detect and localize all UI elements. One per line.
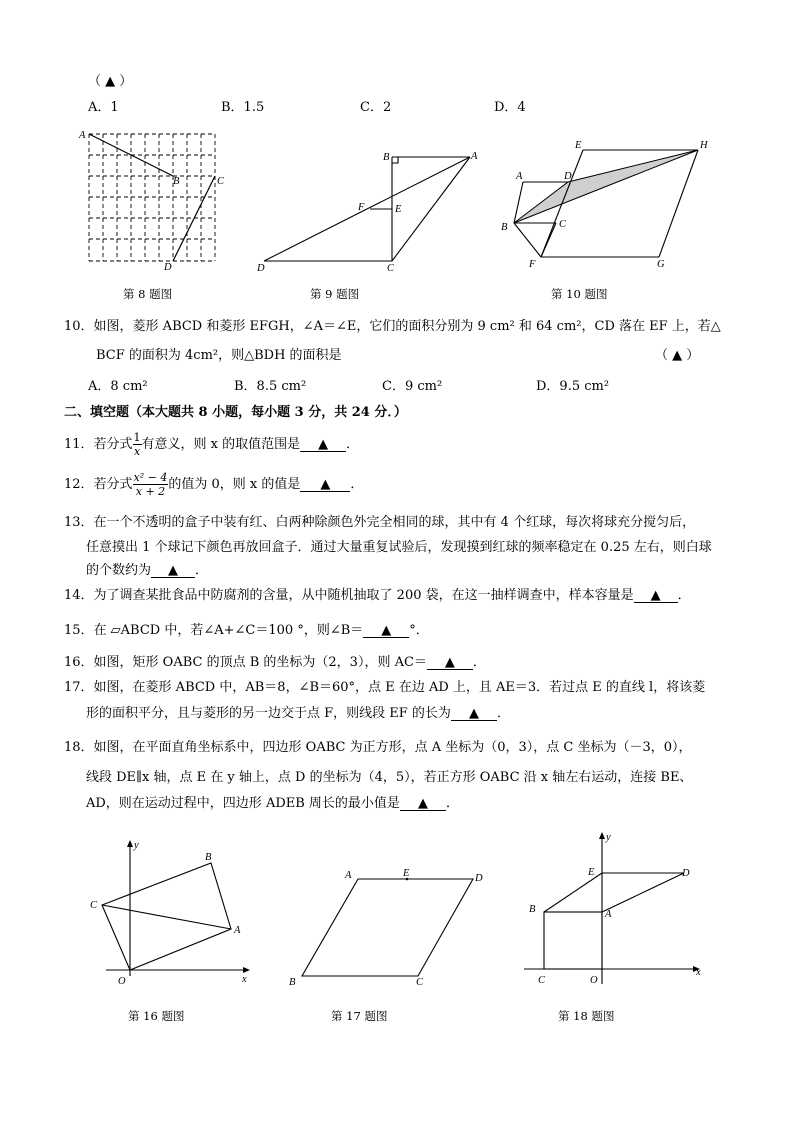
q12-blank: ▲ — [300, 478, 350, 492]
fig8-caption: 第 8 题图 — [123, 287, 173, 301]
figure-8 — [76, 126, 226, 274]
label-d: D — [475, 873, 483, 884]
label-y: y — [134, 840, 139, 851]
q10-option-b: B．8.5 cm² — [234, 379, 307, 394]
q12: 12．若分式 $\frac{\text{x² − 4}}{x + 2}$ 的值为 0，则 x 的值是 ▲ ． — [64, 471, 364, 498]
fig16-caption: 第 16 题图 — [128, 1009, 185, 1023]
figure-10 — [496, 135, 716, 275]
q18-line2: 线段 DE∥x 轴，点 E 在 y 轴上，点 D 的坐标为（4，5），若正方形 OABC 沿 x 轴左右运动，连接 BE、 — [86, 770, 693, 785]
label-c: C — [217, 176, 225, 187]
fig17-caption: 第 17 题图 — [331, 1009, 388, 1023]
q18-line1: 18．如图，在平面直角坐标系中，四边形 OABC 为正方形，点 A 坐标为（0，3），点 C 坐标为（－3，0）， — [64, 740, 692, 755]
label-x: x — [242, 974, 247, 985]
label-y: y — [606, 832, 611, 843]
label-d: D — [164, 262, 172, 273]
label-a: A — [79, 130, 86, 141]
q9-option-c: C．2 — [360, 100, 392, 115]
q10-option-a: A．8 cm² — [88, 379, 148, 394]
label-c: C — [90, 900, 98, 911]
q15-blank: ▲ — [363, 624, 409, 638]
q13-line2: 任意摸出 1 个球记下颜色再放回盒子．通过大量重复试验后，发现摸到红球的频率稳定在 0.25 左右，则白球 — [86, 540, 712, 555]
q10-option-d: D．9.5 cm² — [536, 379, 610, 394]
label-h: H — [700, 140, 708, 151]
q9-answer-paren: （ ▲ ） — [88, 74, 133, 89]
q10-line1: 10．如图，菱形 ABCD 和菱形 EFGH，∠A＝∠E，它们的面积分别为 9 cm² 和 64 cm²，CD 落在 EF 上，若△ — [64, 319, 721, 334]
q17-blank: ▲ — [451, 707, 497, 721]
q17-line1: 17．如图，在菱形 ABCD 中，AB＝8，∠B＝60°，点 E 在边 AD 上，且 AE＝3．若过点 E 的直线 l，将该菱 — [64, 680, 706, 695]
q13-blank: ▲ — [151, 564, 195, 578]
q10-answer-paren: （ ▲ ） — [655, 348, 700, 363]
label-e: E — [588, 867, 595, 878]
q10-option-c: C．9 cm² — [382, 379, 443, 394]
q11-fraction: $\frac{1}{x}$ — [133, 431, 141, 458]
label-c: C — [538, 975, 546, 986]
label-a: A — [516, 171, 523, 182]
figure-18 — [518, 828, 718, 996]
q17-line2: 形的面积平分，且与菱形的另一边交于点 F，则线段 EF 的长为 ▲ ． — [86, 706, 510, 721]
label-b: B — [289, 977, 296, 988]
label-c: C — [416, 977, 424, 988]
q16-blank: ▲ — [427, 656, 473, 670]
label-e: E — [395, 204, 402, 215]
q13-line3: 的个数约为 ▲ ． — [86, 563, 209, 578]
label-b: B — [173, 176, 180, 187]
q14-blank: ▲ — [634, 589, 678, 603]
fig9-caption: 第 9 题图 — [310, 287, 360, 301]
q12-fraction: $\frac{\text{x² − 4}}{x + 2}$ — [133, 471, 168, 498]
section-2-title: 二、填空题（本大题共 8 小题，每小题 3 分，共 24 分．） — [64, 405, 407, 420]
label-o: O — [590, 975, 598, 986]
q11-blank: ▲ — [300, 438, 346, 452]
label-e: E — [575, 140, 582, 151]
q14: 14．为了调查某批食品中防腐剂的含量，从中随机抽取了 200 袋，在这一抽样调查中，样本容量是 ▲ ． — [64, 588, 691, 603]
q11: 11．若分式 $\frac{1}{x}$ 有意义，则 x 的取值范围是 ▲ ． — [64, 431, 360, 458]
label-b: B — [383, 152, 390, 163]
fig18-caption: 第 18 题图 — [558, 1009, 615, 1023]
label-a: A — [471, 151, 478, 162]
label-d: D — [682, 868, 690, 879]
label-o: O — [118, 976, 126, 987]
shaded-triangle-bdh — [514, 150, 698, 223]
label-e: E — [403, 868, 410, 879]
label-d: D — [564, 171, 572, 182]
fig10-caption: 第 10 题图 — [551, 287, 608, 301]
figure-16 — [84, 834, 264, 994]
label-d: D — [257, 263, 265, 274]
q13-line1: 13．在一个不透明的盒子中装有红、白两种除颜色外完全相同的球，其中有 4 个红球，每次将球充分搅匀后， — [64, 515, 696, 530]
q18-line3: AD，则在运动过程中，四边形 ADEB 周长的最小值是 ▲ ． — [86, 796, 459, 811]
label-a: A — [605, 909, 612, 920]
label-x: x — [696, 967, 701, 978]
label-a: A — [345, 870, 352, 881]
q9-option-a: A．1 — [88, 100, 119, 115]
label-a: A — [234, 925, 241, 936]
label-c: C — [559, 219, 567, 230]
label-g: G — [657, 259, 665, 270]
q16: 16．如图，矩形 OABC 的顶点 B 的坐标为（2，3），则 AC＝ ▲ ． — [64, 655, 486, 670]
q10-line2: BCF 的面积为 4cm²，则△BDH 的面积是 — [96, 348, 342, 363]
label-b: B — [501, 222, 508, 233]
label-b: B — [529, 904, 536, 915]
label-b: B — [205, 852, 212, 863]
figure-17 — [282, 860, 492, 995]
segment-cd — [173, 176, 215, 261]
label-c: C — [387, 263, 395, 274]
q15: 15．在 ▱ABCD 中，若∠A+∠C＝100 °，则∠B＝ ▲ °． — [64, 623, 429, 638]
label-f: F — [358, 202, 365, 213]
figure-9 — [252, 145, 482, 275]
q18-blank: ▲ — [400, 797, 446, 811]
q9-option-b: B．1.5 — [221, 100, 265, 115]
label-f: F — [529, 259, 536, 270]
q9-option-d: D．4 — [494, 100, 526, 115]
